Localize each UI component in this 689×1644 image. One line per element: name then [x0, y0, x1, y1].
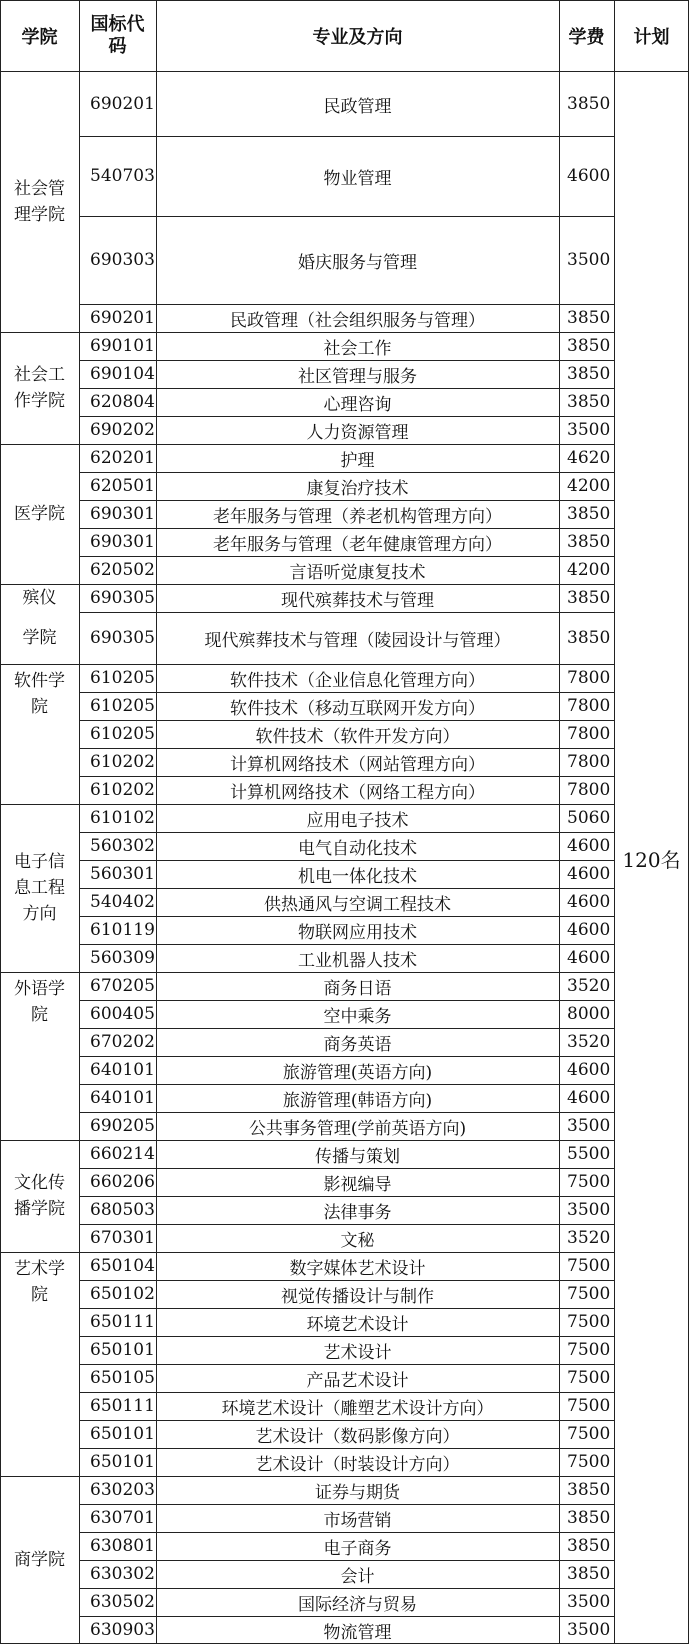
- grid-line-h: [0, 1476, 79, 1477]
- fee-cell: 5500: [567, 1144, 611, 1164]
- major-cell: 电气自动化技术: [298, 838, 417, 859]
- college-cell: 商学院: [14, 1550, 65, 1570]
- grid-line-h: [79, 1224, 614, 1225]
- fee-cell: 7800: [567, 696, 611, 716]
- plan-cell: 120名: [622, 847, 681, 872]
- college-cell: 外语学院: [14, 979, 65, 1025]
- grid-line-h: [79, 1364, 614, 1365]
- grid-line-h: [79, 944, 614, 945]
- major-cell: 民政管理: [323, 96, 392, 117]
- grid-line-h: [79, 500, 614, 501]
- grid-line-h: [79, 1336, 614, 1337]
- fee-cell: 7500: [567, 1424, 611, 1444]
- major-cell: 计算机网络技术（网站管理方向）: [230, 754, 485, 775]
- major-cell: 工业机器人技术: [298, 950, 417, 971]
- code-cell: 670202: [90, 1032, 155, 1052]
- code-cell: 690202: [90, 420, 155, 440]
- fee-cell: 7800: [567, 724, 611, 744]
- grid-line-h: [79, 1084, 614, 1085]
- major-cell: 艺术设计（时装设计方向）: [255, 1454, 460, 1475]
- grid-line-h: [79, 804, 614, 805]
- fee-cell: 3850: [567, 308, 611, 328]
- major-cell: 文秘: [340, 1230, 375, 1251]
- code-cell: 650105: [90, 1368, 155, 1388]
- major-cell: 护理: [340, 450, 375, 471]
- code-cell: 650101: [90, 1424, 155, 1444]
- grid-line-h: [79, 388, 614, 389]
- grid-line-h: [79, 748, 614, 749]
- code-cell: 630203: [90, 1480, 155, 1500]
- code-cell: 690201: [90, 308, 155, 328]
- grid-line-h: [79, 444, 614, 445]
- grid-line-h: [79, 888, 614, 889]
- code-cell: 610119: [90, 920, 155, 940]
- grid-line-h: [79, 1140, 614, 1141]
- fee-cell: 5060: [567, 808, 611, 828]
- grid-line-h: [79, 1112, 614, 1113]
- grid-line-h: [79, 136, 614, 137]
- fee-cell: 7800: [567, 752, 611, 772]
- grid-line-v: [559, 0, 560, 1644]
- code-cell: 620501: [90, 476, 155, 496]
- major-cell: 会计: [340, 1566, 375, 1587]
- code-cell: 690301: [90, 532, 155, 552]
- major-cell: 影视编导: [323, 1174, 392, 1195]
- college-cell: 软件学院: [14, 671, 65, 717]
- major-cell: 物业管理: [323, 168, 392, 189]
- code-cell: 630502: [90, 1592, 155, 1612]
- grid-line-h: [79, 1532, 614, 1533]
- fee-cell: 7500: [567, 1312, 611, 1332]
- fee-cell: 3520: [567, 1228, 611, 1248]
- code-cell: 670205: [90, 976, 155, 996]
- code-cell: 640101: [90, 1060, 155, 1080]
- major-cell: 证券与期货: [315, 1482, 400, 1503]
- major-cell: 计算机网络技术（网络工程方向）: [230, 782, 485, 803]
- fee-cell: 4600: [567, 836, 611, 856]
- college-cell: 殡仪: [22, 588, 57, 608]
- grid-line-h: [79, 664, 614, 665]
- code-cell: 610205: [90, 668, 155, 688]
- fee-cell: 7500: [567, 1284, 611, 1304]
- grid-line-h: [79, 360, 614, 361]
- code-cell: 690104: [90, 364, 155, 384]
- major-cell: 传播与策划: [315, 1146, 400, 1167]
- code-cell: 560309: [90, 948, 155, 968]
- grid-line-h: [0, 804, 79, 805]
- code-cell: 690301: [90, 504, 155, 524]
- college-cell: 学院: [22, 628, 57, 648]
- college-cell: 社会管理学院: [14, 179, 65, 225]
- grid-line-h: [79, 860, 614, 861]
- grid-line-h: [79, 1504, 614, 1505]
- grid-line-h: [0, 972, 79, 973]
- grid-line-h: [0, 1140, 79, 1141]
- grid-line-h: [0, 1252, 79, 1253]
- grid-line-h: [79, 584, 614, 585]
- grid-line-h: [0, 664, 79, 665]
- code-cell: 680503: [90, 1200, 155, 1220]
- code-cell: 610205: [90, 696, 155, 716]
- major-cell: 老年服务与管理（养老机构管理方向）: [213, 506, 502, 527]
- grid-line-h: [79, 1392, 614, 1393]
- fee-cell: 3500: [567, 1592, 611, 1612]
- code-cell: 690305: [90, 628, 155, 648]
- code-cell: 650111: [90, 1312, 155, 1332]
- major-cell: 数字媒体艺术设计: [289, 1258, 426, 1279]
- major-cell: 软件技术（企业信息化管理方向）: [230, 670, 485, 691]
- fee-cell: 3500: [567, 250, 611, 270]
- grid-line-h: [0, 332, 79, 333]
- grid-line-v: [156, 0, 157, 1644]
- fee-cell: 4600: [567, 920, 611, 940]
- code-cell: 540402: [90, 892, 155, 912]
- fee-cell: 7500: [567, 1396, 611, 1416]
- fee-cell: 3850: [567, 336, 611, 356]
- code-cell: 650101: [90, 1340, 155, 1360]
- grid-line-h: [79, 972, 614, 973]
- grid-line-h: [0, 0, 689, 1]
- major-cell: 机电一体化技术: [298, 866, 417, 887]
- code-cell: 630302: [90, 1564, 155, 1584]
- fee-cell: 4600: [567, 166, 611, 186]
- grid-line-h: [79, 1252, 614, 1253]
- grid-line-h: [79, 692, 614, 693]
- code-cell: 610202: [90, 752, 155, 772]
- major-cell: 旅游管理(韩语方向): [282, 1090, 433, 1111]
- grid-line-h: [79, 1028, 614, 1029]
- major-cell: 国际经济与贸易: [298, 1594, 417, 1615]
- grid-line-h: [79, 1420, 614, 1421]
- grid-line-h: [79, 1056, 614, 1057]
- major-cell: 物联网应用技术: [298, 922, 417, 943]
- fee-cell: 4600: [567, 892, 611, 912]
- fee-cell: 3850: [567, 364, 611, 384]
- code-cell: 620804: [90, 392, 155, 412]
- fee-cell: 4600: [567, 864, 611, 884]
- major-cell: 产品艺术设计: [306, 1370, 409, 1391]
- grid-line-h: [79, 216, 614, 217]
- fee-cell: 7500: [567, 1452, 611, 1472]
- fee-cell: 7500: [567, 1256, 611, 1276]
- college-cell: 文化传播学院: [14, 1173, 65, 1219]
- major-cell: 心理咨询: [323, 394, 392, 415]
- code-cell: 540703: [90, 166, 155, 186]
- major-cell: 市场营销: [323, 1510, 392, 1531]
- code-cell: 650104: [90, 1256, 155, 1276]
- grid-line-h: [79, 776, 614, 777]
- fee-cell: 3850: [567, 392, 611, 412]
- major-cell: 空中乘务: [323, 1006, 392, 1027]
- code-cell: 670301: [90, 1228, 155, 1248]
- major-cell: 物流管理: [323, 1622, 392, 1643]
- fee-cell: 4600: [567, 1060, 611, 1080]
- header-major: 专业及方向: [312, 27, 403, 48]
- code-cell: 560301: [90, 864, 155, 884]
- major-cell: 人力资源管理: [306, 422, 409, 443]
- grid-line-v: [79, 0, 80, 1644]
- fee-cell: 4200: [567, 476, 611, 496]
- major-cell: 言语听觉康复技术: [289, 562, 426, 583]
- code-cell: 630903: [90, 1620, 155, 1640]
- major-cell: 法律事务: [323, 1202, 392, 1223]
- grid-line-h: [79, 1196, 614, 1197]
- fee-cell: 3850: [567, 628, 611, 648]
- fee-cell: 4200: [567, 560, 611, 580]
- grid-line-h: [0, 71, 689, 72]
- grid-line-h: [79, 916, 614, 917]
- grid-line-v: [614, 0, 615, 1644]
- major-cell: 供热通风与空调工程技术: [264, 894, 451, 915]
- major-cell: 康复治疗技术: [306, 478, 409, 499]
- header-fee: 学费: [568, 27, 605, 48]
- fee-cell: 7500: [567, 1368, 611, 1388]
- major-cell: 软件技术（移动互联网开发方向）: [230, 698, 485, 719]
- major-cell: 环境艺术设计: [306, 1314, 409, 1335]
- college-cell: 电子信息工程方向: [14, 852, 65, 924]
- header-code: 国标代码: [90, 14, 145, 57]
- college-cell: 医学院: [14, 504, 65, 524]
- fee-cell: 7500: [567, 1340, 611, 1360]
- major-cell: 现代殡葬技术与管理: [281, 590, 434, 611]
- major-cell: 社会工作: [323, 338, 392, 359]
- major-cell: 环境艺术设计（雕塑艺术设计方向）: [221, 1398, 494, 1419]
- fee-cell: 3520: [567, 976, 611, 996]
- grid-line-h: [79, 1616, 614, 1617]
- major-cell: 社区管理与服务: [298, 366, 417, 387]
- fee-cell: 4600: [567, 1088, 611, 1108]
- grid-line-h: [79, 1560, 614, 1561]
- code-cell: 690305: [90, 588, 155, 608]
- code-cell: 660214: [90, 1144, 155, 1164]
- fee-cell: 3850: [567, 1536, 611, 1556]
- grid-line-h: [0, 444, 79, 445]
- major-cell: 电子商务: [323, 1538, 392, 1559]
- major-cell: 现代殡葬技术与管理（陵园设计与管理）: [204, 630, 511, 651]
- fee-cell: 3500: [567, 1620, 611, 1640]
- code-cell: 690201: [90, 94, 155, 114]
- fee-cell: 3850: [567, 1508, 611, 1528]
- code-cell: 610202: [90, 780, 155, 800]
- grid-line-h: [79, 304, 614, 305]
- fee-cell: 3520: [567, 1032, 611, 1052]
- fee-cell: 3850: [567, 504, 611, 524]
- fee-cell: 3850: [567, 94, 611, 114]
- major-cell: 公共事务管理(学前英语方向): [248, 1118, 467, 1139]
- grid-line-h: [79, 332, 614, 333]
- code-cell: 620502: [90, 560, 155, 580]
- code-cell: 560302: [90, 836, 155, 856]
- code-cell: 610205: [90, 724, 155, 744]
- grid-line-h: [79, 472, 614, 473]
- major-cell: 民政管理（社会组织服务与管理）: [230, 310, 485, 331]
- fee-cell: 3850: [567, 588, 611, 608]
- code-cell: 600405: [90, 1004, 155, 1024]
- fee-cell: 3850: [567, 1564, 611, 1584]
- grid-line-h: [79, 1280, 614, 1281]
- code-cell: 650101: [90, 1452, 155, 1472]
- code-cell: 690205: [90, 1116, 155, 1136]
- grid-line-v: [0, 0, 1, 1644]
- fee-cell: 4600: [567, 948, 611, 968]
- fee-cell: 4620: [567, 448, 611, 468]
- header-plan: 计划: [633, 27, 670, 48]
- fee-cell: 3500: [567, 1200, 611, 1220]
- grid-line-h: [79, 1448, 614, 1449]
- fee-cell: 3500: [567, 420, 611, 440]
- header-college: 学院: [21, 27, 58, 48]
- grid-line-h: [79, 556, 614, 557]
- major-cell: 婚庆服务与管理: [298, 252, 417, 273]
- fee-cell: 3500: [567, 1116, 611, 1136]
- major-cell: 旅游管理(英语方向): [282, 1062, 433, 1083]
- grid-line-h: [0, 584, 79, 585]
- fee-cell: 3850: [567, 532, 611, 552]
- college-cell: 社会工作学院: [14, 365, 65, 411]
- grid-line-h: [79, 1476, 614, 1477]
- grid-line-h: [79, 528, 614, 529]
- fee-cell: 3850: [567, 1480, 611, 1500]
- major-cell: 商务英语: [323, 1034, 392, 1055]
- code-cell: 630701: [90, 1508, 155, 1528]
- college-cell: 艺术学院: [14, 1259, 65, 1305]
- fee-cell: 7800: [567, 668, 611, 688]
- grid-line-h: [79, 612, 614, 613]
- code-cell: 640101: [90, 1088, 155, 1108]
- fee-cell: 7500: [567, 1172, 611, 1192]
- grid-line-h: [79, 1588, 614, 1589]
- code-cell: 690101: [90, 336, 155, 356]
- grid-line-h: [79, 416, 614, 417]
- major-cell: 艺术设计（数码影像方向）: [255, 1426, 460, 1447]
- grid-line-h: [79, 832, 614, 833]
- code-cell: 650111: [90, 1396, 155, 1416]
- fee-cell: 7800: [567, 780, 611, 800]
- grid-line-h: [79, 1308, 614, 1309]
- grid-line-h: [79, 720, 614, 721]
- fee-cell: 8000: [567, 1004, 611, 1024]
- code-cell: 620201: [90, 448, 155, 468]
- code-cell: 660206: [90, 1172, 155, 1192]
- major-cell: 老年服务与管理（老年健康管理方向）: [213, 534, 502, 555]
- code-cell: 650102: [90, 1284, 155, 1304]
- code-cell: 610102: [90, 808, 155, 828]
- major-cell: 应用电子技术: [306, 810, 409, 831]
- major-cell: 艺术设计: [323, 1342, 392, 1363]
- code-cell: 630801: [90, 1536, 155, 1556]
- major-cell: 商务日语: [323, 978, 392, 999]
- grid-line-h: [79, 1168, 614, 1169]
- code-cell: 690303: [90, 250, 155, 270]
- major-cell: 软件技术（软件开发方向）: [255, 726, 460, 747]
- grid-line-h: [79, 1000, 614, 1001]
- major-cell: 视觉传播设计与制作: [281, 1286, 434, 1307]
